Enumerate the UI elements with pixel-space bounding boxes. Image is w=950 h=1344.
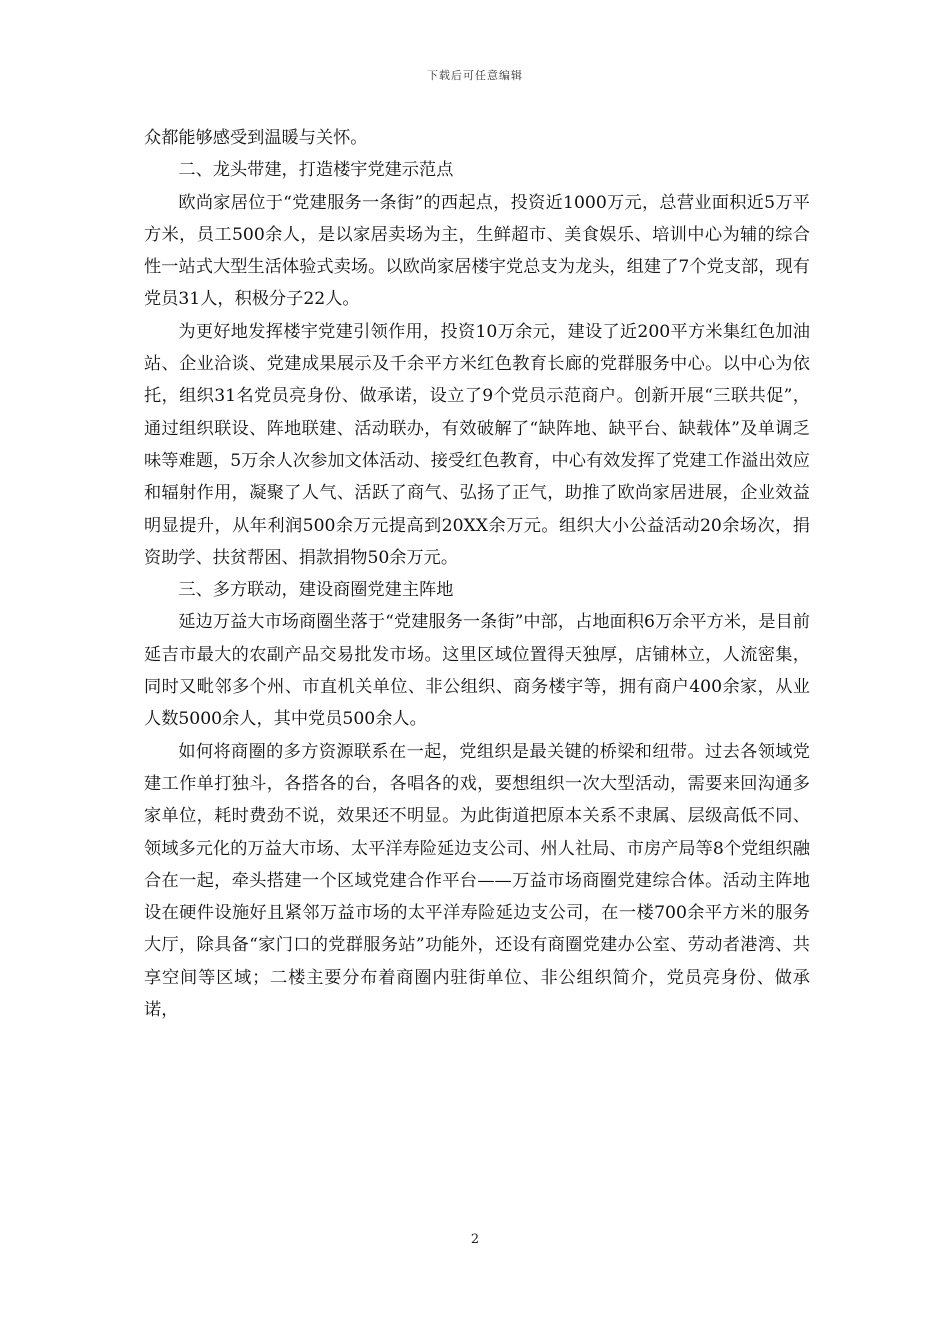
paragraph-4: 为更好地发挥楼宇党建引领作用，投资10万余元，建设了近200平方米集红色加油站、企业洽谈、党建成果展示及千余平方米红色教育长廊的党群服务中心。以中心为依托，组织31名党员亮身份、做承诺，设立了9个党员示范商户。创新开展“三联共促”，通过组织联设、阵地联建、活动联办，有效破解了“缺阵地、缺平台、缺载体”及单调乏味等难题，5万余人次参加文体活动、接受红色教育，中心有效发挥了党建工作溢出效应和辐射作用，凝聚了人气、活跃了商气、弘扬了正气，助推了欧尚家居进展，企业效益明显提升，从年利润500余万元提高到20XX余万元。组织大小公益活动20余场次，捐资助学、扶贫帮困、捐款捐物50余万元。 [144, 321, 810, 568]
paragraph-3: 欧尚家居位于“党建服务一条街”的西起点，投资近1000万元，总营业面积近5万平方米，员工500余人，是以家居卖场为主，生鲜超市、美食娱乐、培训中心为辅的综合性一站式大型生活体验式卖场。以欧尚家居楼宇党总支为龙头，组建了7个党支部，现有党员31人，积极分子22人。 [144, 192, 810, 310]
document-body [144, 122, 810, 1026]
section-heading-2: 二、龙头带建，打造楼宇党建示范点 [178, 160, 454, 181]
paragraph-7: 如何将商圈的多方资源联系在一起，党组织是最关键的桥梁和纽带。过去各领域党建工作单打独斗，各搭各的台，各唱各的戏，要想组织一次大型活动，需要来回沟通多家单位，耗时费劲不说，效果还不明显。为此街道把原本关系不隶属、层级高低不同、领域多元化的万益大市场、太平洋寿险延边支公司、州人社局、市房产局等8个党组织融合在一起，牵头搭建一个区域党建合作平台——万益市场商圈党建综合体。活动主阵地设在硬件设施好且紧邻万益市场的太平洋寿险延边支公司，在一楼700余平方米的服务大厅，除具备“家门口的党群服务站”功能外，还设有商圈党建办公室、劳动者港湾、共享空间等区域；二楼主要分布着商圈内驻街单位、非公组织简介，党员亮身份、做承诺， [144, 741, 810, 1021]
page-number: 2 [470, 1232, 480, 1247]
section-heading-3: 三、多方联动，建设商圈党建主阵地 [178, 580, 454, 601]
paragraph-6: 延边万益大市场商圈坐落于“党建服务一条街”中部，占地面积6万余平方米，是目前延吉市最大的农副产品交易批发市场。这里区域位置得天独厚，店铺林立，人流密集，同时又毗邻多个州、市直机关单位、非公组织、商务楼宇等，拥有商户400余家，从业人数5000余人，其中党员500余人。 [144, 612, 810, 730]
page-header-note: 下载后可任意编辑 [427, 69, 523, 82]
paragraph-1: 众都能够感受到温暖与关怀。 [144, 128, 368, 148]
